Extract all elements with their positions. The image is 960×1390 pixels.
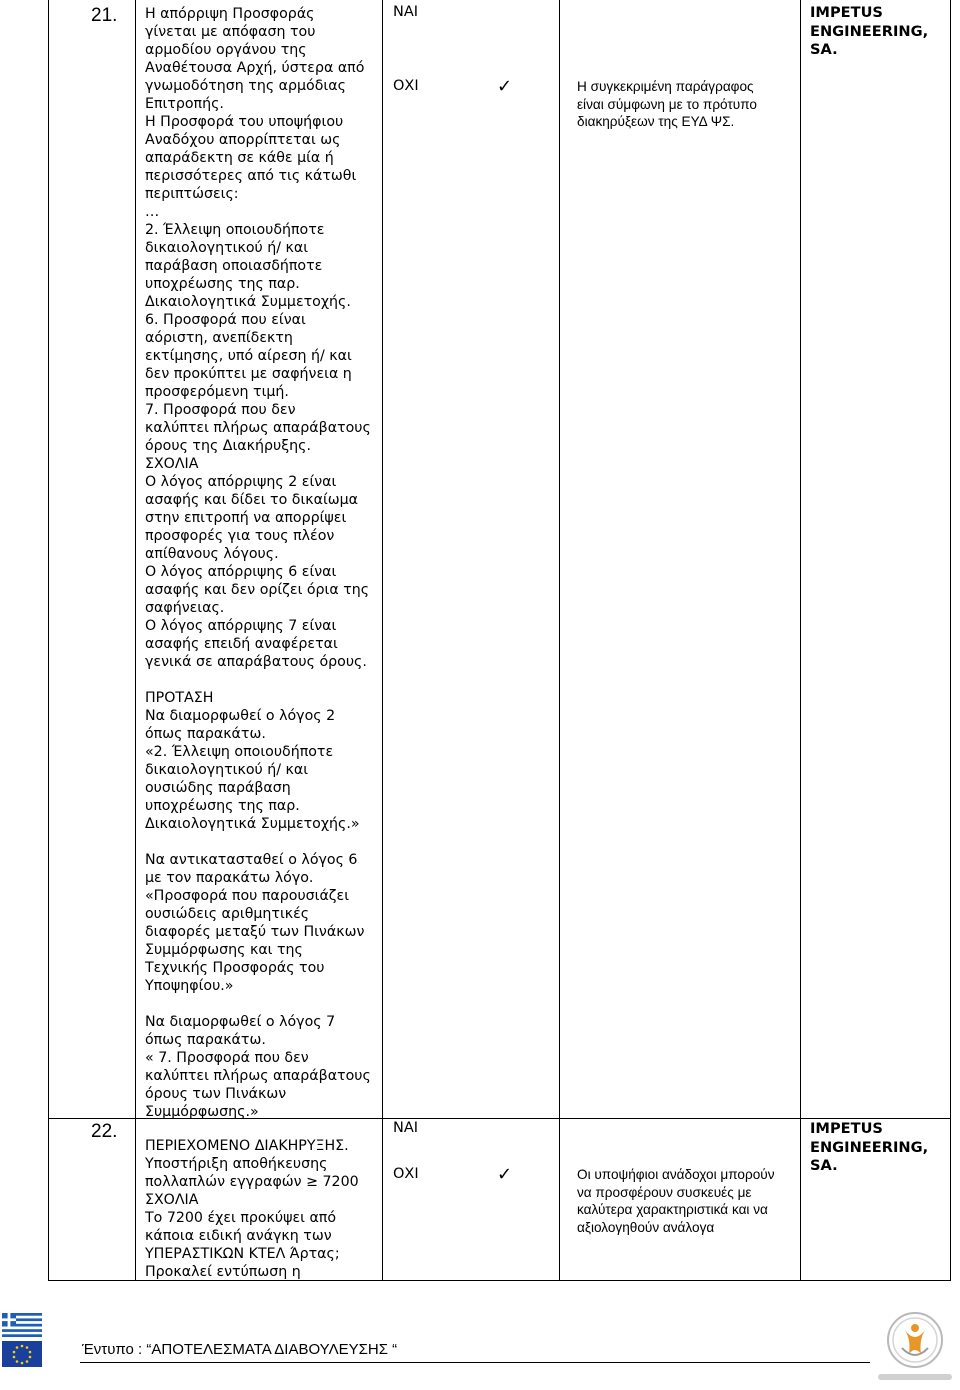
- comment-line: Δικαιολογητικά Συμμετοχής.: [145, 294, 351, 310]
- comment-line: απίθανους λόγους.: [145, 546, 279, 562]
- comment-line: περιπτώσεις:: [145, 186, 239, 202]
- no-option: ΟΧΙ: [393, 78, 419, 94]
- comment-line: υποχρέωσης της παρ.: [145, 798, 300, 814]
- response-line: Η συγκεκριμένη παράγραφος: [577, 79, 754, 94]
- comment-line: Συμμόρφωσης.»: [145, 1104, 259, 1120]
- comment-line: όρους της Διακήρυξης.: [145, 438, 311, 454]
- row-author: [810, 1120, 928, 1176]
- comment-line: Το 7200 έχει προκύψει από: [145, 1210, 337, 1226]
- comment-line: περισσότερες από τις κάτωθι: [145, 168, 357, 184]
- comment-line: γνωμοδότηση της αρμόδιας: [145, 78, 346, 94]
- comment-line: γίνεται με απόφαση του: [145, 24, 316, 40]
- comment-line: Να αντικατασταθεί ο λόγος 6: [145, 852, 358, 868]
- check-icon: ✓: [497, 76, 513, 97]
- check-icon: ✓: [497, 1164, 513, 1185]
- comment-line: ασαφής και δίδει το δικαίωμα: [145, 492, 359, 508]
- comment-line: «2. Έλλειψη οποιουδήποτε: [145, 744, 334, 760]
- comment-line: δικαιολογητικού ή/ και: [145, 762, 309, 778]
- row-response: [577, 1166, 775, 1236]
- yes-option: ΝΑΙ: [393, 1120, 419, 1136]
- comment-line: [145, 833, 371, 851]
- comment-line: διαφορές μεταξύ των Πινάκων: [145, 924, 365, 940]
- comment-line: στην επιτροπή να απορρίψει: [145, 510, 347, 526]
- comment-line: κάποια ειδική ανάγκη των: [145, 1228, 332, 1244]
- comment-line: Ο λόγος απόρριψης 7 είναι: [145, 618, 337, 634]
- table-right-border: [950, 0, 951, 1281]
- comment-line: υποχρέωσης της παρ.: [145, 276, 300, 292]
- column-divider-2: [382, 0, 383, 1281]
- comment-line: Ο λόγος απόρριψης 2 είναι: [145, 474, 337, 490]
- comment-line: όπως παρακάτω.: [145, 726, 266, 742]
- comment-line: Υποστήριξη αποθήκευσης: [145, 1156, 328, 1172]
- comment-line: καλύπτει πλήρως απαράβατους: [145, 420, 371, 436]
- author-line: IMPETUS: [810, 1120, 883, 1137]
- response-line: Οι υποψήφιοι ανάδοχοι μπορούν: [577, 1167, 775, 1182]
- comment-line: « 7. Προσφορά που δεν: [145, 1050, 309, 1066]
- comment-line: ασαφής επειδή αναφέρεται: [145, 636, 338, 652]
- comment-line: πολλαπλών εγγραφών ≥ 7200: [145, 1174, 359, 1190]
- comment-line: ΠΡΟΤΑΣΗ: [145, 690, 214, 706]
- column-divider-1: [135, 0, 136, 1281]
- comment-line: 6. Προσφορά που είναι: [145, 312, 306, 328]
- row-response: [577, 78, 757, 131]
- response-line: καλύτερα χαρακτηριστικά και να: [577, 1202, 768, 1218]
- comment-line: αρμοδίου οργάνου της: [145, 42, 307, 58]
- comment-line: αόριστη, ανεπίδεκτη: [145, 330, 293, 346]
- comment-line: «Προσφορά που παρουσιάζει: [145, 888, 349, 904]
- comment-line: Να διαμορφωθεί ο λόγος 7: [145, 1014, 336, 1030]
- comment-line: ΣΧΟΛΙΑ: [145, 1192, 199, 1208]
- response-line: είναι σύμφωνη με το πρότυπο: [577, 96, 757, 112]
- comment-line: ασαφής και δεν ορίζει όρια της: [145, 582, 370, 598]
- comment-line: με τον παρακάτω λόγο.: [145, 870, 314, 886]
- comment-line: όπως παρακάτω.: [145, 1032, 266, 1048]
- response-line: αξιολογηθούν ανάλογα: [577, 1219, 715, 1235]
- column-divider-4: [800, 0, 801, 1281]
- comment-line: ΣΧΟΛΙΑ: [145, 456, 199, 472]
- response-line: να προσφέρουν συσκευές με: [577, 1184, 752, 1200]
- comment-line: ΠΕΡΙΕΧΟΜΕΝΟ ΔΙΑΚΗΡΥΞΗΣ.: [145, 1138, 349, 1154]
- author-line: ENGINEERING,: [810, 22, 929, 40]
- comment-line: εκτίμησης, υπό αίρεση ή/ και: [145, 348, 352, 364]
- psifiaki-ellada-logo: [872, 1310, 958, 1386]
- comment-line: Τεχνικής Προσφοράς του: [145, 960, 325, 976]
- comment-line: προσφερόμενη τιμή.: [145, 384, 289, 400]
- comment-line: [145, 671, 371, 689]
- row-comment: [145, 1137, 359, 1281]
- footer-form-label: Έντυπο : “ΑΠΟΤΕΛΕΣΜΑΤΑ ΔΙΑΒΟΥΛΕΥΣΗΣ “: [82, 1341, 398, 1358]
- comment-line: παράβαση οποιασδήποτε: [145, 258, 323, 274]
- comment-line: …: [145, 204, 160, 220]
- response-line: διακηρύξεων της ΕΥΔ ΨΣ.: [577, 114, 735, 130]
- comment-line: Ο λόγος απόρριψης 6 είναι: [145, 564, 337, 580]
- comment-line: ουσιώδεις αριθμητικές: [145, 906, 310, 922]
- comment-line: Να διαμορφωθεί ο λόγος 2: [145, 708, 336, 724]
- comment-line: [145, 995, 371, 1013]
- comment-line: Προκαλεί εντύπωση η: [145, 1264, 301, 1280]
- column-divider-3: [559, 0, 560, 1281]
- comment-line: Αναδόχου απορρίπτεται ως: [145, 132, 341, 148]
- author-line: SA.: [810, 1157, 838, 1174]
- comment-line: Η απόρριψη Προσφοράς: [145, 6, 315, 22]
- comment-line: 7. Προσφορά που δεν: [145, 402, 296, 418]
- comment-line: Αναθέτουσα Αρχή, ύστερα από: [145, 60, 365, 76]
- author-line: SA.: [810, 41, 838, 58]
- comment-line: καλύπτει πλήρως απαράβατους: [145, 1068, 371, 1084]
- comment-line: Συμμόρφωσης και της: [145, 942, 303, 958]
- author-line: IMPETUS: [810, 4, 883, 21]
- comment-line: σαφήνειας.: [145, 600, 225, 616]
- comment-line: προσφορές για τους πλέον: [145, 528, 335, 544]
- comment-line: γενικά σε απαράβατους όρους.: [145, 654, 367, 670]
- comment-line: ΥΠΕΡΑΣΤΙΚΩΝ ΚΤΕΛ Άρτας;: [145, 1246, 340, 1262]
- yes-option: ΝΑΙ: [393, 4, 419, 20]
- greek-eu-flags-icon: [2, 1313, 42, 1367]
- comment-line: Η Προσφορά του υποψήφιου: [145, 114, 344, 130]
- comment-line: Υποψηφίου.»: [145, 978, 234, 994]
- comment-line: απαράδεκτη σε κάθε μία ή: [145, 150, 334, 166]
- comment-line: 2. Έλλειψη οποιουδήποτε: [145, 222, 325, 238]
- author-line: ENGINEERING,: [810, 1138, 929, 1156]
- comment-line: Δικαιολογητικά Συμμετοχής.»: [145, 816, 360, 832]
- comment-line: δικαιολογητικού ή/ και: [145, 240, 309, 256]
- row-comment: [145, 5, 371, 1121]
- comment-line: όρους των Πινάκων: [145, 1086, 287, 1102]
- no-option: ΟΧΙ: [393, 1166, 419, 1182]
- comment-line: δεν προκύπτει με σαφήνεια η: [145, 366, 352, 382]
- table-left-border: [48, 0, 49, 1281]
- comment-line: Επιτροπής.: [145, 96, 224, 112]
- row-number: 21.: [91, 5, 118, 26]
- footer-rule: [80, 1362, 870, 1363]
- row-number: 22.: [91, 1121, 118, 1142]
- row-author: [810, 4, 928, 60]
- comment-line: ουσιώδης παράβαση: [145, 780, 291, 796]
